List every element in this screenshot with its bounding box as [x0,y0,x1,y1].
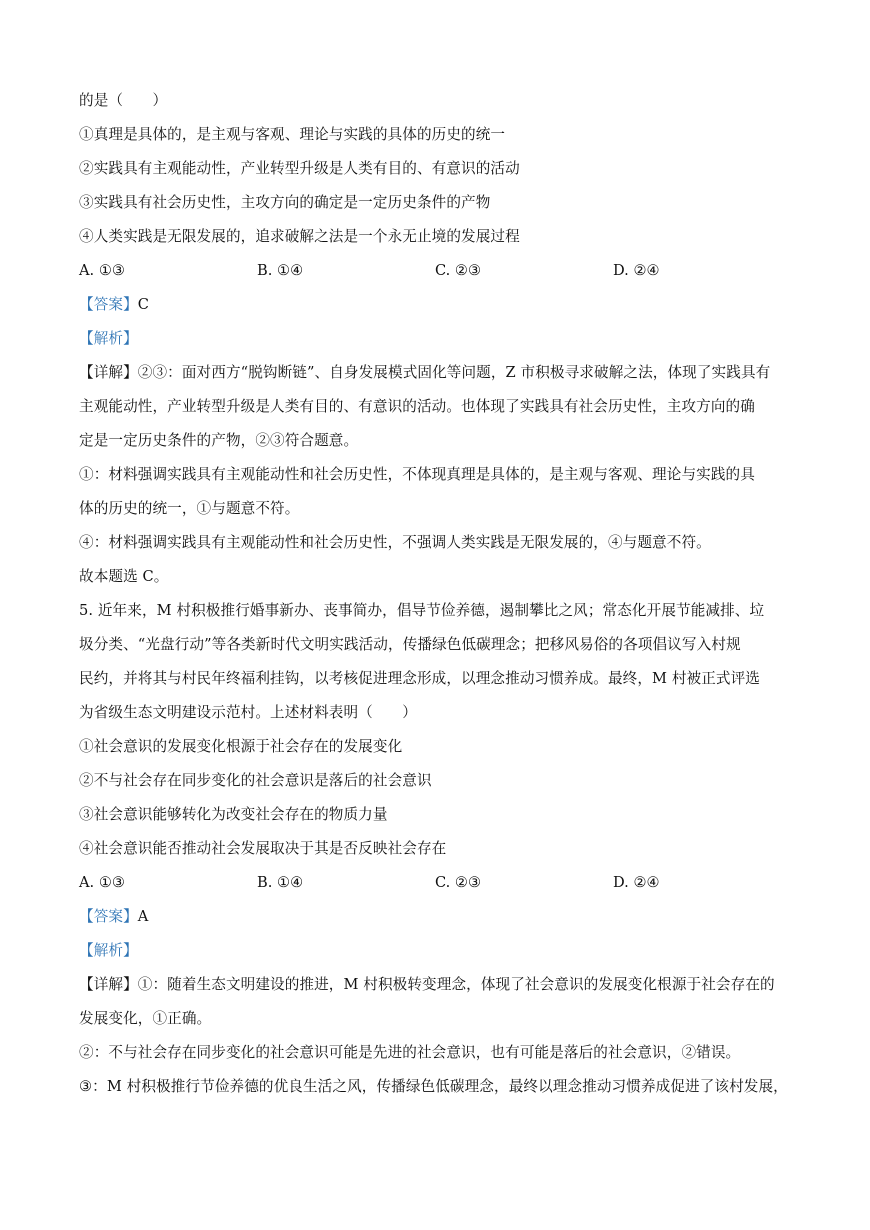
q4-detail-label: 【详解】 [79,364,138,381]
q5-analysis-label: 【解析】 [79,942,138,959]
q4-options [79,254,795,288]
q5-stem-line-3: 民约，并将其与村民年终福利挂钩，以考核促进理念形成，以理念推动习惯养成。最终，M 村被正式评选 [79,670,761,687]
q5-detail-line-2: 发展变化，①正确。 [79,1010,212,1027]
q5-stem-line-1: 5. 近年来，M 村积极推行婚事新办、丧事简办，倡导节俭养德，遏制攀比之风；常态化开展节能减排、垃 [79,602,765,619]
question-stem-end: 的是（ ） [79,92,168,109]
q5-statement-1: ①社会意识的发展变化根源于社会存在的发展变化 [79,738,403,755]
q4-answer-label: 【答案】 [79,296,138,313]
q4-option-a: A. ①③ [79,262,125,279]
q5-option-c: C. ②③ [435,874,482,891]
q4-detail-line-6: ④：材料强调实践具有主观能动性和社会历史性，不强调人类实践是无限发展的，④与题意不符。 [79,534,711,551]
q5-detail-label: 【详解】 [79,976,138,993]
q5-detail-line-4: ③：M 村积极推行节俭养德的优良生活之风，传播绿色低碳理念，最终以理念推动习惯养成促进了该村发展， [79,1078,788,1095]
q5-answer-value: A [137,908,149,925]
q5-detail-line-3: ②：不与社会存在同步变化的社会意识可能是先进的社会意识，也有可能是落后的社会意识，②错误。 [79,1044,741,1061]
statement-3: ③实践具有社会历史性，主攻方向的确定是一定历史条件的产物 [79,194,491,211]
q5-answer-label: 【答案】 [79,908,138,925]
q4-detail-line-1 [79,356,795,390]
document-content [79,84,795,1104]
q5-detail-text-1: ①：随着生态文明建设的推进，M 村积极转变理念，体现了社会意识的发展变化根源于社会存在的 [137,976,775,993]
q5-stem-line-2: 圾分类、“光盘行动”等各类新时代文明实践活动，传播绿色低碳理念；把移风易俗的各项倡议写入村规 [79,636,741,653]
q5-options [79,866,795,900]
q4-detail-text-1: ②③：面对西方“脱钩断链”、自身发展模式固化等问题，Z 市积极寻求破解之法，体现了实践具有 [137,364,771,381]
q4-answer [79,288,795,322]
q4-option-b: B. ①④ [257,262,304,279]
q4-detail-line-4: ①：材料强调实践具有主观能动性和社会历史性，不体现真理是具体的，是主观与客观、理论与实践的具 [79,466,755,483]
q4-option-c: C. ②③ [435,262,482,279]
q5-option-a: A. ①③ [79,874,125,891]
q4-answer-value: C [137,296,150,313]
q4-option-d: D. ②④ [613,262,660,279]
q5-stem-line-4: 为省级生态文明建设示范村。上述材料表明（ ） [79,704,417,721]
q5-option-b: B. ①④ [257,874,304,891]
q4-analysis-label: 【解析】 [79,330,138,347]
q5-option-d: D. ②④ [613,874,660,891]
q4-detail-line-3: 定是一定历史条件的产物，②③符合题意。 [79,432,359,449]
q5-answer [79,900,795,934]
q5-statement-3: ③社会意识能够转化为改变社会存在的物质力量 [79,806,388,823]
q4-detail-line-5: 体的历史的统一，①与题意不符。 [79,500,300,517]
statement-1: ①真理是具体的，是主观与客观、理论与实践的具体的历史的统一 [79,126,506,143]
q5-statement-4: ④社会意识能否推动社会发展取决于其是否反映社会存在 [79,840,447,857]
q5-detail-line-1 [79,968,795,1002]
q4-conclusion: 故本题选 C。 [79,568,169,585]
statement-4: ④人类实践是无限发展的，追求破解之法是一个永无止境的发展过程 [79,228,520,245]
statement-2: ②实践具有主观能动性，产业转型升级是人类有目的、有意识的活动 [79,160,520,177]
q5-statement-2: ②不与社会存在同步变化的社会意识是落后的社会意识 [79,772,432,789]
q4-detail-line-2: 主观能动性，产业转型升级是人类有目的、有意识的活动。也体现了实践具有社会历史性，主攻方向的确 [79,398,755,415]
